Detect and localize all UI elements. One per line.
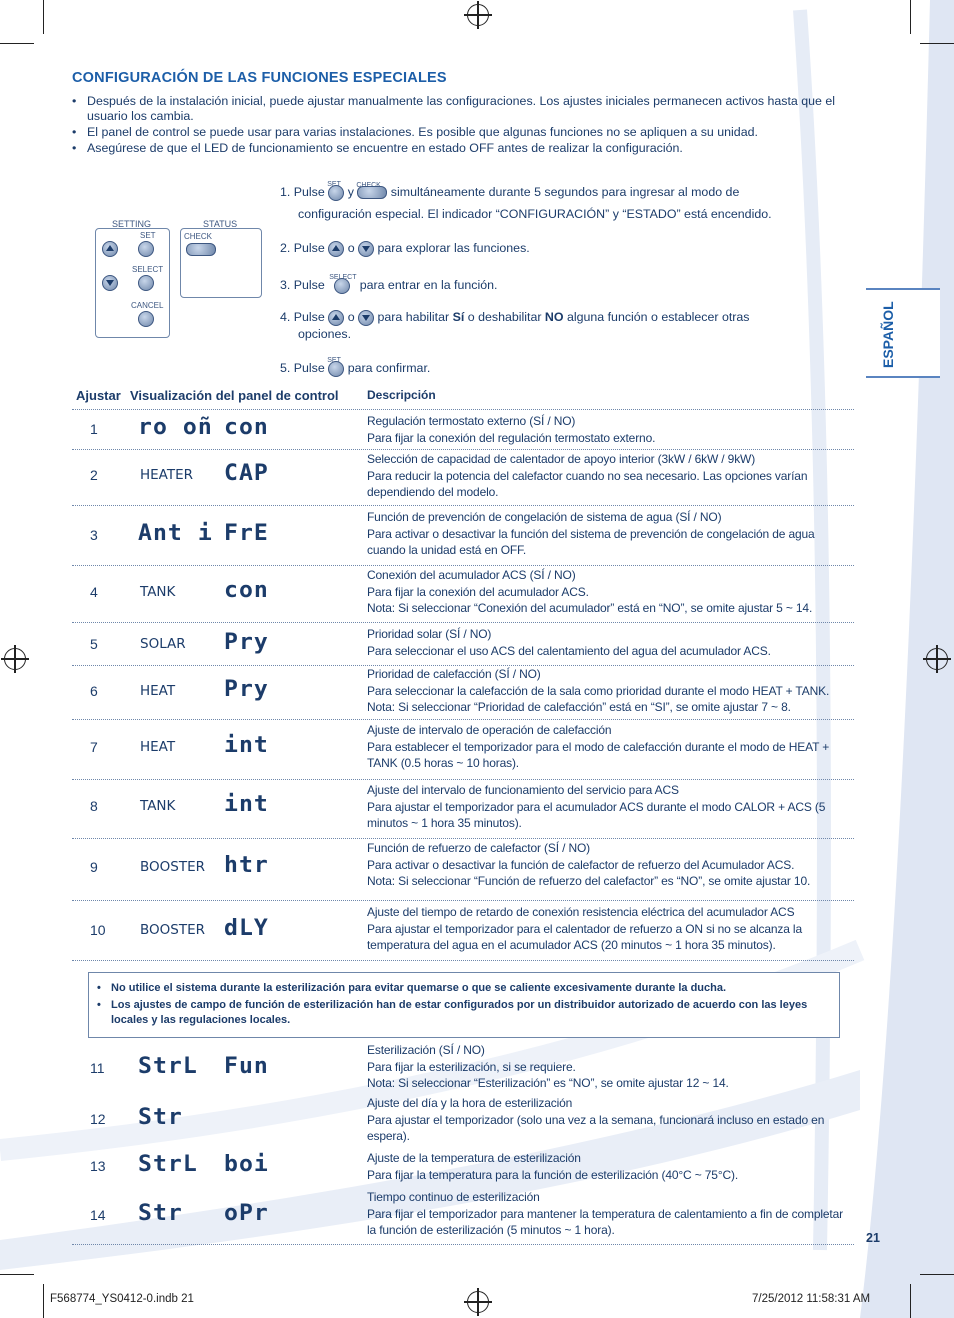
intro-bullets xyxy=(72,94,852,157)
control-panel-illustration xyxy=(95,228,170,338)
warning-item: • Los ajustes de campo de función de esterilización han de estar configurados por un distribuidor autorizado de acuerdo con las leyes locales y las regulaciones locales. xyxy=(97,998,831,1028)
row-number: 10 xyxy=(90,922,106,938)
step-4: 4. Pulse o para habilitar Sí o deshabilitar NO alguna función o establecer otras opciones. xyxy=(280,310,750,341)
crop-mark xyxy=(0,43,34,44)
step-1: 1. Pulse SET y CHECK simultáneamente durante 5 segundos para ingresar al modo de configuración especial. El indicador “CONFIGURACIÓN” y “ESTADO” está encendido. xyxy=(280,180,772,221)
row-label: BOOSTER xyxy=(140,922,206,938)
up-arrow-button-icon xyxy=(328,310,344,326)
row-description xyxy=(367,413,855,446)
divider xyxy=(72,505,854,506)
row-description xyxy=(367,722,855,772)
cancel-label: CANCEL xyxy=(131,301,164,310)
lcd-display-left: Str xyxy=(138,1201,183,1226)
step-2: 2. Pulse o para explorar las funciones. xyxy=(280,241,530,255)
up-arrow-button-icon xyxy=(328,241,344,257)
registration-mark-icon xyxy=(926,648,948,670)
description-line: Para activar o desactivar la función de calefactor de refuerzo del Acumulador ACS. xyxy=(367,857,795,872)
language-tab xyxy=(866,288,940,378)
lcd-display-right: int xyxy=(224,792,269,817)
set-button-icon xyxy=(138,241,154,257)
divider xyxy=(72,565,854,566)
description-line: Ajuste de la temperatura de esterilización xyxy=(367,1151,581,1165)
header-display: Visualización del panel de control xyxy=(130,388,339,403)
divider xyxy=(72,449,854,450)
row-description xyxy=(367,1150,855,1183)
row-label: SOLAR xyxy=(140,636,186,652)
description-line: Para reducir la potencia del calefactor cuando no sea necesario. Las opciones varían dependiendo del modelo. xyxy=(367,468,808,499)
row-number: 12 xyxy=(90,1111,106,1127)
description-line: Para seleccionar la calefacción de la sala como prioridad durante el modo HEAT + TANK. xyxy=(367,683,830,698)
description-line: Función de refuerzo de calefactor (SÍ / NO) xyxy=(367,841,590,855)
bullet-item: • Después de la instalación inicial, puede ajustar manualmente las configuraciones. Los ajustes iniciales permanecen activos hasta que el usuario los cambia. xyxy=(72,94,852,124)
row-label: TANK xyxy=(140,798,176,814)
description-line: Ajuste del intervalo de funcionamiento del servicio para ACS xyxy=(367,783,679,797)
row-description xyxy=(367,1095,855,1145)
up-arrow-button-icon xyxy=(102,241,118,257)
description-line: Nota: Si seleccionar “Función de refuerzo del calefactor” es “NO”, se omite ajustar 10. xyxy=(367,874,811,888)
row-number: 4 xyxy=(90,584,98,600)
description-line: Función de prevención de congelación de sistema de agua (SÍ / NO) xyxy=(367,510,722,524)
row-number: 11 xyxy=(90,1060,105,1076)
footer-file: F568774_YS0412-0.indb 21 xyxy=(50,1293,194,1305)
check-button-icon xyxy=(186,243,216,256)
check-label: CHECK xyxy=(184,232,213,241)
description-line: Para ajustar el temporizador para el acumulador ACS durante el modo CALOR + ACS (5 minutos ~ 1 hora 35 minutos). xyxy=(367,799,826,830)
description-line: Ajuste del día y la hora de esterilización xyxy=(367,1096,573,1110)
set-button-icon: SET xyxy=(328,185,344,201)
divider xyxy=(72,779,854,780)
description-line: Regulación termostato externo (SÍ / NO) xyxy=(367,414,576,428)
row-description xyxy=(367,666,855,716)
lcd-display-right: dLY xyxy=(224,916,269,941)
row-label: BOOSTER xyxy=(140,859,206,875)
row-number: 8 xyxy=(90,798,98,814)
divider xyxy=(72,900,854,901)
lcd-display-right: con xyxy=(224,415,269,440)
registration-mark-icon xyxy=(467,4,489,26)
registration-mark-icon xyxy=(4,648,26,670)
description-line: Prioridad solar (SÍ / NO) xyxy=(367,627,492,641)
row-label: HEAT xyxy=(140,739,176,755)
description-line: Nota: Si seleccionar “Conexión del acumulador” está en “NO”, se omite ajustar 5 ~ 14. xyxy=(367,601,813,615)
divider xyxy=(72,665,854,666)
lcd-display-right: Pry xyxy=(224,677,269,702)
footer-timestamp: 7/25/2012 11:58:31 AM xyxy=(752,1293,871,1305)
row-number: 13 xyxy=(90,1158,106,1174)
divider xyxy=(72,838,854,839)
row-number: 3 xyxy=(90,527,98,543)
row-description xyxy=(367,840,855,890)
crop-mark xyxy=(0,1274,34,1275)
step-3: 3. Pulse SELECT para entrar en la función. xyxy=(280,273,498,292)
row-description xyxy=(367,626,855,659)
row-description xyxy=(367,904,855,954)
divider xyxy=(72,960,854,961)
lcd-display-left: Str xyxy=(138,1105,183,1130)
description-line: Ajuste del tiempo de retardo de conexión resistencia eléctrica del acumulador ACS xyxy=(367,905,795,919)
select-button-icon xyxy=(138,275,154,291)
description-line: Para establecer el temporizador para el modo de calefacción durante el modo de HEAT + TANK (0.5 horas ~ 10 horas). xyxy=(367,739,830,770)
row-description xyxy=(367,1042,855,1092)
warning-item: • No utilice el sistema durante la esterilización para evitar quemarse o que se caliente excesivamente durante la ducha. xyxy=(97,981,831,996)
lcd-display-right: int xyxy=(224,733,269,758)
header-adjust: Ajustar xyxy=(76,388,121,403)
lcd-display-right: CAP xyxy=(224,461,269,486)
description-line: Prioridad de calefacción (SÍ / NO) xyxy=(367,667,541,681)
lcd-display-right: oPr xyxy=(224,1201,269,1226)
row-number: 2 xyxy=(90,467,98,483)
crop-mark xyxy=(920,43,954,44)
check-button-icon: CHECK xyxy=(357,186,387,199)
description-line: Para activar o desactivar la función del sistema de prevención de congelación de agua cuando la unidad está en OFF. xyxy=(367,526,815,557)
lcd-display-left: StrL xyxy=(138,1054,198,1079)
description-line: Para fijar la conexión del acumulador ACS. xyxy=(367,584,589,599)
select-button-icon: SELECT xyxy=(334,278,350,294)
step-5: 5. Pulse SET para confirmar. xyxy=(280,356,431,375)
description-line: Para fijar la esterilización, si se requiere. xyxy=(367,1059,576,1074)
description-line: Nota: Si seleccionar “Esterilización” es “NO”, se omite ajustar 12 ~ 14. xyxy=(367,1076,729,1090)
row-label: TANK xyxy=(140,584,176,600)
description-line: Ajuste de intervalo de operación de calefacción xyxy=(367,723,612,737)
lcd-display-right: Pry xyxy=(224,630,269,655)
set-label: SET xyxy=(140,231,156,240)
lcd-display-left: StrL xyxy=(138,1152,198,1177)
language-tab-label: ESPAÑOL xyxy=(880,301,896,368)
set-button-icon: SET xyxy=(328,361,344,377)
page-number: 21 xyxy=(866,1231,880,1245)
down-arrow-button-icon xyxy=(102,275,118,291)
lcd-display-right: Fun xyxy=(224,1054,269,1079)
divider xyxy=(72,1244,854,1245)
row-number: 5 xyxy=(90,636,98,652)
row-number: 1 xyxy=(90,421,98,437)
description-line: Esterilización (SÍ / NO) xyxy=(367,1043,485,1057)
crop-mark xyxy=(43,1284,44,1318)
row-number: 14 xyxy=(90,1207,106,1223)
description-line: Conexión del acumulador ACS (SÍ / NO) xyxy=(367,568,576,582)
lcd-display-right: FrE xyxy=(224,521,269,546)
select-label: SELECT xyxy=(132,265,164,274)
row-label: HEAT xyxy=(140,683,176,699)
row-description xyxy=(367,1189,855,1239)
crop-mark xyxy=(920,1274,954,1275)
bullet-item: • Asegúrese de que el LED de funcionamiento se encuentre en estado OFF antes de realizar la configuración. xyxy=(72,141,852,156)
lcd-display-right: boi xyxy=(224,1152,269,1177)
header-description: Descripción xyxy=(367,388,436,402)
row-description xyxy=(367,567,855,617)
description-line: Para fijar la temperatura para la función de esterilización (40°C ~ 75°C). xyxy=(367,1167,739,1182)
description-line: Nota: Si seleccionar “Prioridad de calefacción” está en “SI”, se omite ajustar 7 ~ 8. xyxy=(367,700,791,714)
bullet-item: • El panel de control se puede usar para varias instalaciones. Es posible que algunas funciones no se apliquen a su unidad. xyxy=(72,125,852,140)
section-title: CONFIGURACIÓN DE LAS FUNCIONES ESPECIALES xyxy=(72,70,447,86)
status-panel-illustration xyxy=(180,228,262,298)
description-line: Para ajustar el temporizador (solo una vez a la semana, funcionará incluso en estado en espera). xyxy=(367,1112,825,1143)
row-label: HEATER xyxy=(140,467,194,483)
row-description xyxy=(367,451,855,501)
description-line: Para seleccionar el uso ACS del calentamiento del agua del acumulador ACS. xyxy=(367,643,771,658)
down-arrow-button-icon xyxy=(358,241,374,257)
divider xyxy=(72,719,854,720)
row-number: 6 xyxy=(90,683,98,699)
row-description xyxy=(367,782,855,832)
lcd-display-right: htr xyxy=(224,853,269,878)
description-line: Tiempo continuo de esterilización xyxy=(367,1190,540,1204)
crop-mark xyxy=(910,1284,911,1318)
row-description xyxy=(367,509,855,559)
cancel-button-icon xyxy=(138,311,154,327)
description-line: Para fijar el temporizador para mantener la temperatura de calentamiento a fin de completar la función de esterilización (5 minutos ~ 1 hora). xyxy=(367,1206,843,1237)
description-line: Para fijar la conexión del regulación termostato externo. xyxy=(367,430,656,445)
row-number: 9 xyxy=(90,859,98,875)
lcd-display-right: con xyxy=(224,578,269,603)
table-header xyxy=(72,388,854,408)
divider xyxy=(72,622,854,623)
row-number: 7 xyxy=(90,739,98,755)
description-line: Para ajustar el temporizador para el calentador de refuerzo a ON si no se alcanza la temperatura del agua en el acumulador ACS (20 minutos ~ 1 hora 35 minutos). xyxy=(367,921,802,952)
down-arrow-button-icon xyxy=(358,310,374,326)
registration-mark-icon xyxy=(467,1291,489,1313)
description-line: Selección de capacidad de calentador de apoyo interior (3kW / 6kW / 9kW) xyxy=(367,452,756,466)
warning-box xyxy=(88,972,840,1038)
lcd-display-left: ro oñ xyxy=(138,415,213,440)
divider xyxy=(72,409,854,410)
status-label: STATUS xyxy=(203,219,238,229)
setting-label: SETTING xyxy=(112,219,152,229)
lcd-display-left: Ant i xyxy=(138,521,213,546)
crop-mark xyxy=(910,0,911,34)
crop-mark xyxy=(43,0,44,34)
